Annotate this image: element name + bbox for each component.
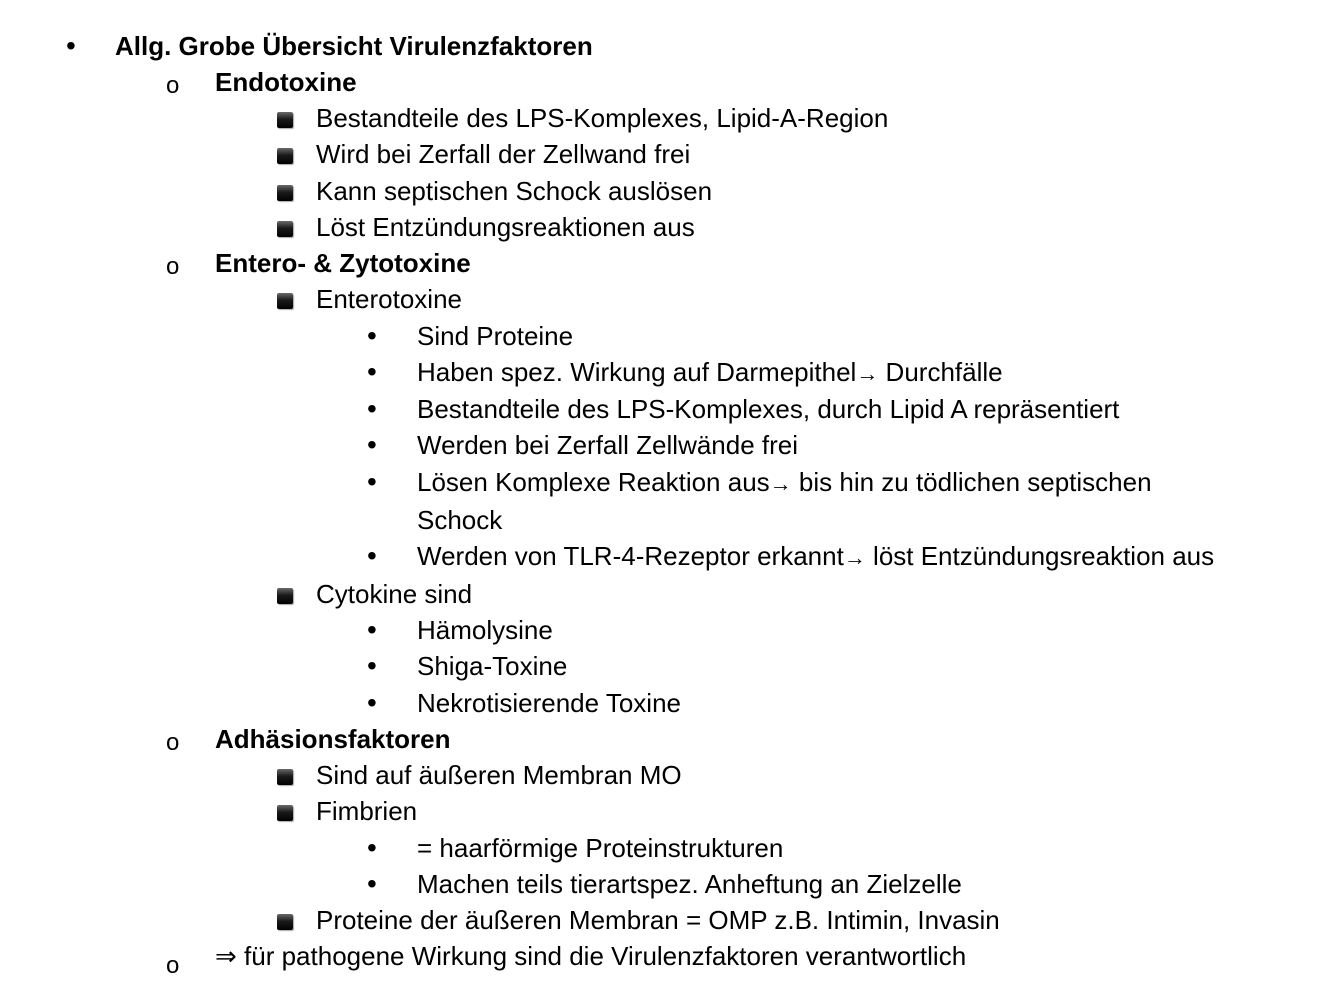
list-item-text: Kann septischen Schock auslösen	[316, 176, 713, 206]
bullet-marker: •	[367, 393, 377, 424]
bullet-marker: •	[367, 650, 377, 681]
text-part: Durchfälle	[878, 357, 1003, 387]
outline-title: Allg. Grobe Übersicht Virulenzfaktoren	[115, 31, 593, 61]
list-item-text: Nekrotisierende Toxine	[417, 688, 681, 718]
section-heading-adhaesion: Adhäsionsfaktoren	[215, 724, 451, 754]
list-item-text: Löst Entzündungsreaktionen aus	[316, 212, 695, 242]
list-item-text: Wird bei Zerfall der Zellwand frei	[316, 139, 691, 169]
subsection-label: Cytokine sind	[316, 579, 473, 609]
right-arrow-icon: →	[856, 361, 879, 386]
text-part: löst Entzündungsreaktion aus	[865, 541, 1215, 571]
list-item-text	[417, 354, 1003, 392]
text-part: Haben spez. Wirkung auf Darmepithel	[417, 357, 857, 387]
bullet-marker: •	[367, 614, 377, 645]
subsection-label: Enterotoxine	[316, 284, 462, 314]
list-item-text: Schock	[417, 505, 503, 535]
square-bullet-icon	[277, 221, 293, 237]
section-heading-endotoxine: Endotoxine	[215, 67, 357, 97]
list-item-text: Proteine der äußeren Membran = OMP z.B. Intimin, Invasin	[316, 905, 1000, 935]
bullet-marker: •	[367, 320, 377, 351]
square-bullet-icon	[277, 805, 293, 821]
text-part: Werden von TLR-4-Rezeptor erkannt	[417, 541, 844, 571]
section-heading-entero: Entero- & Zytotoxine	[215, 248, 471, 278]
square-bullet-icon	[277, 112, 293, 128]
subsection-label: Fimbrien	[316, 796, 418, 826]
list-item-text: Machen teils tierartspez. Anheftung an Zielzelle	[417, 869, 962, 899]
list-item-text: Sind Proteine	[417, 321, 574, 351]
square-bullet-icon	[277, 293, 293, 309]
list-item-text: = haarförmige Proteinstrukturen	[417, 833, 784, 863]
bullet-marker: •	[367, 832, 377, 863]
double-arrow-icon: ⇒	[215, 941, 237, 971]
conclusion-text	[215, 938, 966, 974]
right-arrow-icon: →	[843, 545, 866, 570]
bullet-marker: •	[367, 429, 377, 460]
text-part: für pathogene Wirkung sind die Virulenzfaktoren verantwortlich	[236, 941, 967, 971]
circle-marker: o	[166, 72, 180, 99]
circle-marker: o	[166, 952, 180, 979]
bullet-marker: •	[66, 30, 76, 61]
bullet-marker: •	[367, 356, 377, 387]
right-arrow-icon: →	[769, 471, 792, 496]
list-item-text: Bestandteile des LPS-Komplexes, durch Lipid A repräsentiert	[417, 394, 1120, 424]
square-bullet-icon	[277, 185, 293, 201]
square-bullet-icon	[277, 148, 293, 164]
list-item-text: Bestandteile des LPS-Komplexes, Lipid-A-Region	[316, 103, 889, 133]
bullet-marker: •	[367, 868, 377, 899]
list-item-text	[417, 538, 1214, 576]
text-part: bis hin zu tödlichen septischen	[791, 467, 1152, 497]
bullet-marker: •	[367, 540, 377, 571]
list-item-text: Werden bei Zerfall Zellwände frei	[417, 430, 799, 460]
bullet-marker: •	[367, 687, 377, 718]
square-bullet-icon	[277, 588, 293, 604]
bullet-marker: •	[367, 466, 377, 497]
list-item-text: Shiga-Toxine	[417, 651, 568, 681]
text-part: Lösen Komplexe Reaktion aus	[417, 467, 770, 497]
square-bullet-icon	[277, 769, 293, 785]
circle-marker: o	[166, 253, 180, 280]
circle-marker: o	[166, 729, 180, 756]
list-item-text: Hämolysine	[417, 615, 553, 645]
list-item-text	[417, 464, 1152, 502]
square-bullet-icon	[277, 914, 293, 930]
list-item-text: Sind auf äußeren Membran MO	[316, 760, 682, 790]
